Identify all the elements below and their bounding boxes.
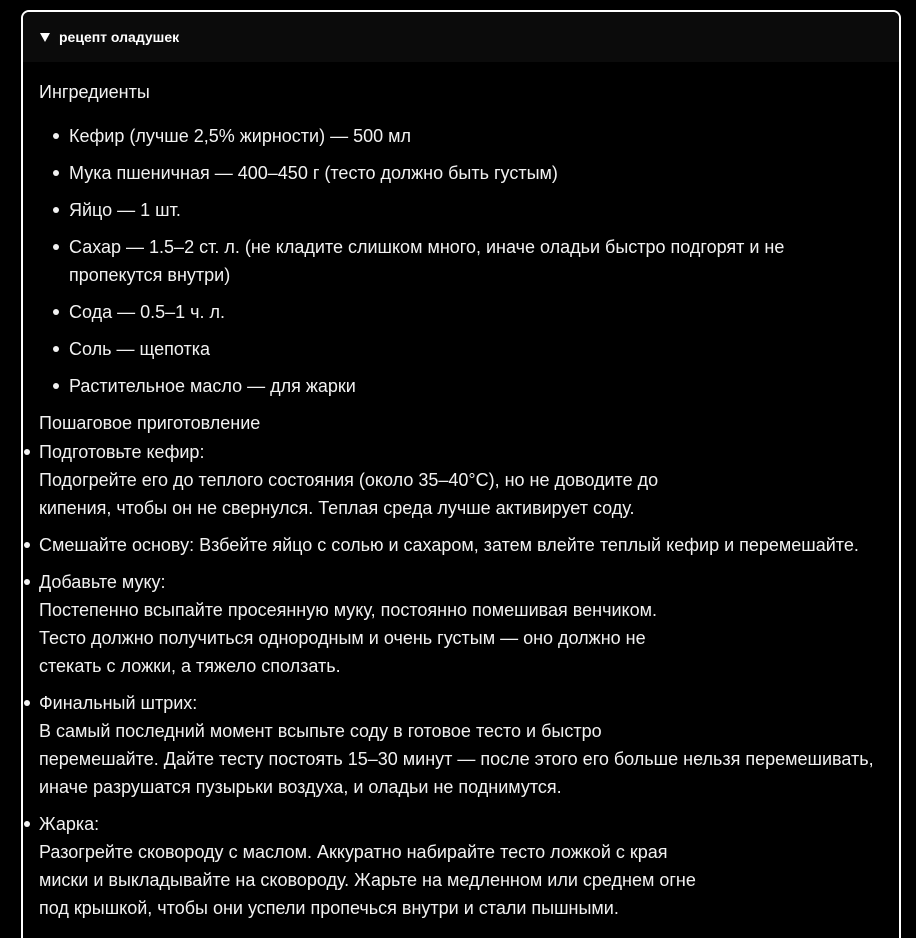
ingredient-item [39,298,883,326]
recipe-content [23,78,899,922]
ingredient-text: Растительное масло — для жарки [69,376,356,396]
ingredient-text: Сахар — 1.5–2 ст. л. (не кладите слишком много, иначе оладьи быстро подгорят и не пропекутся внутри) [69,237,785,285]
ingredient-text: Кефир (лучше 2,5% жирности) — 500 мл [69,126,411,146]
ingredient-item [39,233,883,289]
ingredient-item [39,122,883,150]
step-text: под крышкой, чтобы они успели пропечься внутри и стали пышными. [39,898,619,918]
ingredient-text: Сода — 0.5–1 ч. л. [69,302,226,322]
step-item [39,438,883,522]
bullet-icon [53,309,59,315]
bullet-icon [24,821,30,827]
step-item [39,810,883,922]
step-item [39,531,883,559]
step-text: перемешайте. Дайте тесту постоять 15–30 минут — после этого его больше нельзя перемешивать, [39,749,874,769]
bullet-icon [53,244,59,250]
bullet-icon [53,133,59,139]
steps-list [39,438,883,922]
recipe-details [21,10,901,938]
step-text: Смешайте основу: Взбейте яйцо с солью и сахаром, затем влейте теплый кефир и перемешайте. [39,535,859,555]
step-text: Постепенно всыпайте просеянную муку, постоянно помешивая венчиком. [39,600,657,620]
step-title: Финальный штрих: [39,693,198,713]
step-text: Тесто должно получиться однородным и очень густым — оно должно не [39,628,646,648]
step-item [39,568,883,680]
ingredient-item [39,372,883,400]
bullet-icon [53,346,59,352]
ingredients-heading: Ингредиенты [39,82,150,102]
bullet-icon [24,579,30,585]
bullet-icon [24,449,30,455]
step-text: Разогрейте сковороду с маслом. Аккуратно набирайте тесто ложкой с края [39,842,668,862]
step-text: В самый последний момент всыпьте соду в готовое тесто и быстро [39,721,602,741]
ingredient-item [39,159,883,187]
bullet-icon [53,383,59,389]
step-text: стекать с ложки, а тяжело сползать. [39,656,341,676]
step-text: миски и выкладывайте на сковороду. Жарьте на медленном или среднем огне [39,870,696,890]
step-text: иначе разрушатся пузырьки воздуха, и оладьи не поднимутся. [39,777,562,797]
steps-heading: Пошаговое приготовление [39,413,261,433]
ingredients-list [39,122,883,400]
recipe-summary-toggle[interactable] [23,12,899,62]
triangle-down-icon [40,33,50,42]
bullet-icon [53,170,59,176]
step-title: Добавьте муку: [39,572,166,592]
ingredient-item [39,335,883,363]
ingredient-text: Соль — щепотка [69,339,211,359]
ingredient-item [39,196,883,224]
step-title: Жарка: [39,814,100,834]
step-title: Подготовьте кефир: [39,442,205,462]
summary-label: рецепт оладушек [59,29,180,45]
step-text: Подогрейте его до теплого состояния (около 35–40°C), но не доводите до [39,470,659,490]
ingredient-text: Яйцо — 1 шт. [69,200,181,220]
step-text: кипения, чтобы он не свернулся. Теплая среда лучше активирует соду. [39,498,635,518]
step-item [39,689,883,801]
bullet-icon [24,542,30,548]
ingredient-text: Мука пшеничная — 400–450 г (тесто должно быть густым) [69,163,558,183]
bullet-icon [53,207,59,213]
bullet-icon [24,700,30,706]
